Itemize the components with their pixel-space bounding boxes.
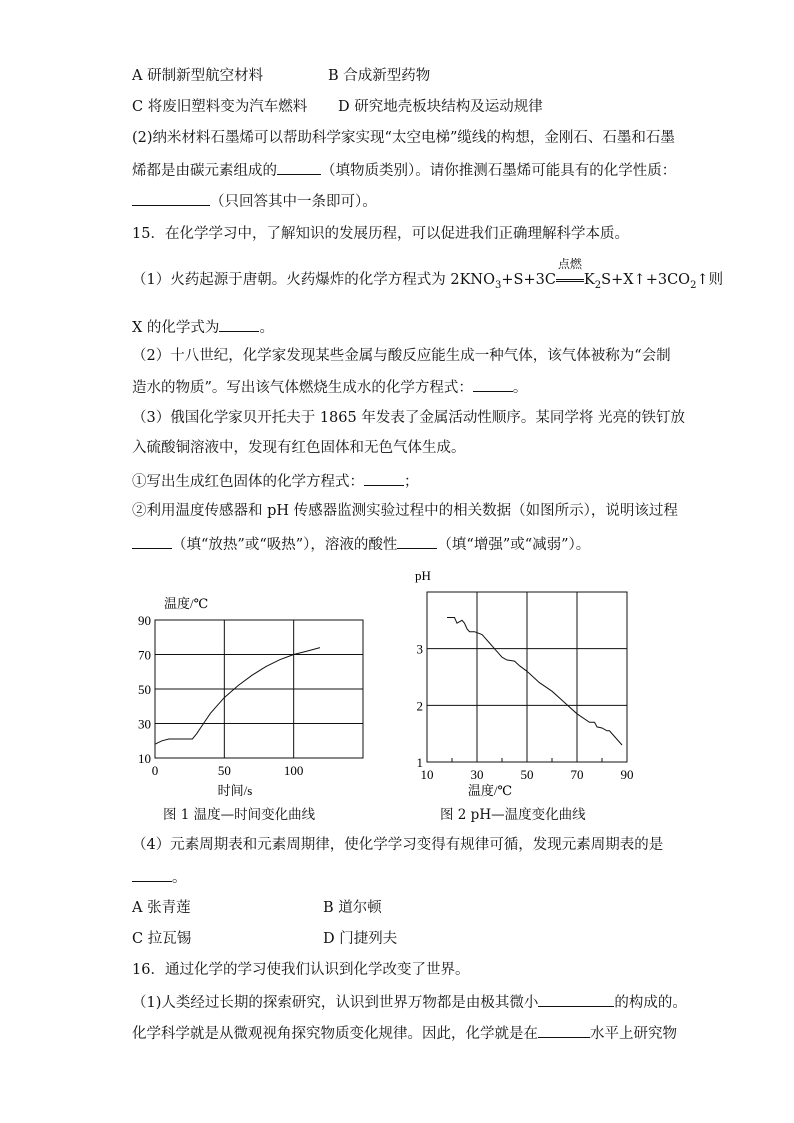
q16-p1-text-b: 的构成的。 [614, 995, 687, 1011]
q16-p1-text-a: （1)人类经过长期的探索研究，认识到世界万物都是由极其微小 [132, 995, 539, 1011]
period: 。 [172, 870, 187, 886]
figure-1-caption: 图 1 温度—时间变化曲线 [163, 807, 316, 823]
sub-2a: 2 [594, 279, 602, 291]
q15-p1-text: （1）火药起源于唐朝。火药爆炸的化学方程式为 [132, 272, 451, 288]
option-d: D 研究地壳板块结构及运动规律 [338, 99, 543, 115]
q15-p3d: ②利用温度传感器和 pH 传感器监测实验过程中的相关数据（如图所示），说明该过程 [132, 503, 678, 519]
q15-p3c-line [132, 470, 419, 492]
y-tick-label: 70 [138, 647, 151, 663]
q14-2-text-b: （填物质类别）。请你推测石墨烯可能具有的化学性质： [321, 163, 677, 179]
equals-sign [556, 279, 584, 282]
option-b: B 合成新型药物 [328, 68, 431, 84]
answer-blank[interactable] [132, 190, 210, 206]
sub-3: 3 [494, 279, 502, 291]
figure-2-chart [385, 562, 634, 812]
x-tick-label: 30 [470, 767, 484, 782]
figure-2-caption: 图 2 pH—温度变化曲线 [440, 807, 586, 823]
option-c: C 将废旧塑料变为汽车燃料 [132, 99, 308, 115]
y-axis-label: pH [415, 568, 431, 583]
q15-p1b-text: X 的化学式为 [132, 320, 220, 336]
y-axis-label: 温度/℃ [164, 596, 209, 611]
q15-option-d: D 门捷列夫 [323, 931, 398, 947]
x-axis-label: 时间/s [217, 783, 253, 798]
answer-blank[interactable] [538, 1022, 590, 1038]
q15-p2b-line [132, 376, 527, 398]
x-tick-label: 0 [151, 763, 159, 778]
answer-blank[interactable] [538, 991, 614, 1007]
q15-p2a: （2）十八世纪，化学家发现某些金属与酸反应能生成一种气体，该气体被称为“会制 [132, 348, 671, 364]
equation-right-3: ↑则 [696, 272, 724, 288]
equation-left: 2KNO [450, 272, 495, 288]
y-tick-label: 2 [416, 698, 423, 714]
answer-blank[interactable] [473, 376, 513, 392]
q14-2-text-a: 烯都是由碳元素组成的 [132, 163, 277, 179]
q15-p3c-text: ①写出生成红色固体的化学方程式： [132, 474, 364, 490]
y-tick-label: 3 [416, 641, 423, 657]
q15-p2b-text: 造水的物质”。写出该气体燃烧生成水的化学方程式： [132, 380, 473, 396]
q16-title: 16．通过化学的学习使我们认识到化学改变了世界。 [132, 962, 470, 978]
sub-2b: 2 [690, 279, 697, 291]
x-tick-label: 50 [520, 767, 534, 782]
series-line [447, 618, 622, 746]
semicolon: ； [404, 474, 419, 490]
q15-p1-line [132, 257, 724, 296]
answer-blank[interactable] [397, 533, 437, 549]
q15-title: 15．在化学学习中，了解知识的发展历程，可以促进我们正确理解科学本质。 [132, 226, 629, 242]
q14-2-line3 [132, 190, 377, 212]
equation-right-2: S+X↑+3CO [601, 272, 691, 288]
answer-blank[interactable] [364, 470, 404, 486]
x-tick-label: 100 [283, 763, 304, 778]
period: 。 [259, 320, 274, 336]
q15-p4b-line [132, 866, 187, 888]
answer-blank[interactable] [132, 533, 172, 549]
y-tick-label: 30 [138, 716, 151, 732]
reaction-condition: 点燃 [557, 257, 582, 271]
x-axis-label: 温度/℃ [467, 783, 513, 798]
y-tick-label: 1 [416, 755, 423, 770]
q15-p4a: （4）元素周期表和元素周期律，使化学学习变得有规律可循，发现元素周期表的是 [132, 837, 664, 853]
q15-p3e-text-b: （填“增强”或“减弱”）。 [437, 537, 591, 553]
q15-p1b-line [132, 316, 274, 338]
y-tick-label: 50 [138, 682, 151, 697]
period: 。 [512, 380, 528, 396]
q15-p3e-text-a: （填“放热”或“吸热”），溶液的酸性 [172, 537, 398, 553]
q15-option-a: A 张青莲 [132, 900, 191, 916]
x-tick-label: 70 [570, 767, 584, 782]
y-tick-label: 10 [138, 751, 151, 766]
equation-left-2: +S+3C [501, 272, 556, 288]
answer-blank[interactable] [277, 159, 321, 175]
q16-p1-line [132, 991, 687, 1013]
equation-right-1: K [583, 272, 595, 288]
q14-2-text-c: （只回答其中一条即可）。 [210, 194, 377, 210]
option-a: A 研制新型航空材料 [132, 68, 264, 84]
q15-p3e-line [132, 533, 590, 555]
x-tick-label: 10 [420, 767, 434, 782]
q16-p2-line [132, 1022, 677, 1044]
reaction-arrow [556, 257, 584, 290]
x-tick-label: 50 [217, 763, 231, 778]
answer-blank[interactable] [219, 316, 259, 332]
answer-blank[interactable] [132, 866, 172, 882]
q15-option-c: C 拉瓦锡 [132, 931, 192, 947]
q15-option-b: B 道尔顿 [323, 900, 382, 916]
q15-p3a: （3）俄国化学家贝开托夫于 1865 年发表了金属活动性顺序。某同学将 光亮的铁钉放 [132, 410, 685, 426]
q16-p2-text-b: 水平上研究物 [590, 1026, 677, 1042]
y-tick-label: 90 [138, 613, 151, 628]
q15-p3b: 入硫酸铜溶液中，发现有红色固体和无色气体生成。 [132, 440, 466, 456]
series-line [155, 648, 320, 745]
figure-1-chart [128, 590, 328, 820]
q14-2-line2 [132, 159, 676, 181]
q16-p2-text-a: 化学科学就是从微观视角探究物质变化规律。因此，化学就是在 [132, 1026, 538, 1042]
x-tick-label: 90 [620, 767, 634, 782]
q14-2-line1: (2)纳米材料石墨烯可以帮助科学家实现“太空电梯”缆线的构想，金刚石、石墨和石墨 [132, 130, 675, 146]
